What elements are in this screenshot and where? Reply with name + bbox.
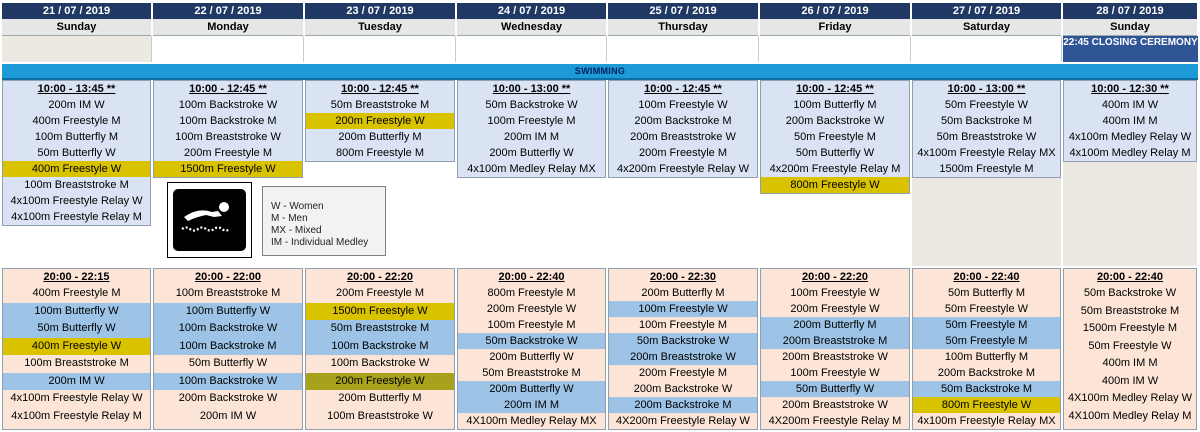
event-cell: 50m Butterfly W [795,147,875,159]
sport-title-bar: SWIMMING [2,64,1198,80]
event-cell: 4x100m Freestyle Relay MX [917,147,1056,159]
event-cell: 50m Freestyle W [944,99,1029,111]
event-cell: 1500m Freestyle W [306,303,454,321]
event-cell: 100m Breaststroke M [24,179,129,191]
event-cell: 100m Butterfly M [34,131,119,143]
event-cell: 200m Backstroke M [937,367,1036,379]
event-cell: 100m Butterfly M [793,99,877,111]
evening-session [608,268,758,430]
date-header: 27 / 07 / 2019 [912,3,1061,19]
event-cell: 800m Freestyle M [335,147,425,159]
date-header: 25 / 07 / 2019 [608,3,758,19]
event-cell: 800m Freestyle W [761,177,909,193]
session-time: 10:00 - 12:45 ** [796,83,874,95]
legend-line: MX - Mixed [271,225,322,236]
event-cell: 4x100m Medley Relay MX [467,163,596,175]
morning-session [457,80,606,178]
event-cell: 50m Butterfly M [947,287,1026,299]
event-cell: 200m Butterfly M [641,287,725,299]
session-time: 20:00 - 22:40 [498,271,565,283]
event-cell: 200m IM W [3,373,150,391]
event-cell: 50m Breaststroke M [306,320,454,338]
event-cell: 200m IM W [199,409,257,422]
morning-session [608,80,758,178]
event-cell: 200m Backstroke M [634,115,732,127]
event-cell: 100m Backstroke M [179,115,277,127]
event-cell: 50m Freestyle M [913,317,1060,333]
morning-session [2,80,151,226]
event-cell: 50m Backstroke W [458,333,605,349]
event-cell: 400m IM M [1102,357,1158,369]
event-cell: 400m Freestyle W [3,338,150,356]
event-cell: 200m Butterfly W [489,147,574,159]
empty-cell [305,36,456,62]
event-cell: 50m Butterfly W [761,381,909,397]
event-cell: 100m Butterfly W [3,303,150,321]
evening-session [912,268,1061,430]
event-cell: 100m Butterfly W [154,303,302,321]
day-header: Thursday [608,19,758,36]
evening-session [457,268,606,430]
event-cell: 200m Backstroke W [785,115,885,127]
session-time: 10:00 - 12:30 ** [1091,83,1169,95]
session-time: 20:00 - 22:15 [43,271,110,283]
event-cell: 200m Freestyle W [306,373,454,391]
empty-cell [608,36,759,62]
empty-cell [2,36,152,62]
day-header: Sunday [1063,19,1197,36]
session-time: 20:00 - 22:40 [953,271,1020,283]
event-cell: 400m IM M [1102,115,1158,127]
date-header: 28 / 07 / 2019 [1063,3,1197,19]
session-time: 10:00 - 12:45 ** [341,83,419,95]
event-cell: 400m IM W [1101,99,1159,111]
event-cell: 100m Freestyle W [790,287,880,299]
event-cell: 200m Butterfly M [338,392,422,404]
event-cell: 100m Freestyle W [790,367,880,379]
event-cell: 200m Backstroke W [178,392,278,404]
event-cell: 4X100m Medley Relay M [1068,409,1192,422]
event-cell: 4x100m Freestyle Relay W [10,392,143,404]
event-cell: 50m Freestyle W [944,303,1029,315]
event-cell: 200m Breaststroke W [630,131,736,143]
date-header: 26 / 07 / 2019 [760,3,910,19]
event-cell: 1500m Freestyle W [154,161,302,177]
legend-line: W - Women [271,201,324,212]
evening-session [305,268,455,430]
event-cell: 50m Breaststroke M [330,99,430,111]
event-cell: 100m Backstroke W [178,99,278,111]
empty-cell [760,36,911,62]
event-cell: 100m Backstroke W [154,320,302,338]
event-cell: 100m Butterfly M [944,351,1029,363]
event-cell: 50m Breaststroke W [936,131,1037,143]
event-cell: 4x100m Medley Relay W [1068,131,1192,143]
session-time: 20:00 - 22:30 [649,271,717,283]
session-time: 10:00 - 13:00 ** [492,83,571,95]
day-header: Wednesday [457,19,606,36]
morning-session [1063,80,1197,162]
event-cell: 50m Backstroke W [1083,287,1177,299]
day-header: Saturday [912,19,1061,36]
evening-session [153,268,303,430]
event-cell: 200m Butterfly M [761,317,909,333]
event-cell: 100m Freestyle W [609,301,757,317]
event-cell: 50m Freestyle M [913,333,1060,349]
session-time: 10:00 - 12:45 ** [644,83,722,95]
event-cell: 200m Backstroke W [633,383,733,395]
session-time: 10:00 - 13:00 ** [947,83,1026,95]
session-time: 20:00 - 22:00 [194,271,262,283]
event-cell: 4x100m Freestyle Relay W [10,195,143,207]
event-cell: 200m Breaststroke M [761,333,909,349]
event-cell: 100m Backstroke M [154,338,302,356]
event-cell: 100m Breaststroke W [175,131,281,143]
event-cell: 50m Freestyle M [794,131,876,143]
event-cell: 200m Freestyle M [638,367,728,379]
event-cell: 50m Breaststroke M [482,367,581,379]
event-cell: 200m Breaststroke W [782,351,888,363]
event-cell: 1500m Freestyle M [939,163,1034,175]
day-header: Friday [760,19,910,36]
swimmer-icon [167,182,252,258]
event-cell: 400m IM W [1101,374,1159,387]
event-cell: 4X100m Medley Relay W [1067,392,1193,404]
event-cell: 200m Freestyle M [183,147,273,159]
empty-filler [1063,162,1197,266]
event-cell: 400m Freestyle M [32,287,121,299]
event-cell: 200m Butterfly M [338,131,422,143]
event-cell: 50m Breaststroke M [1080,304,1180,317]
event-cell: 100m Backstroke W [330,357,430,369]
day-header: Monday [153,19,303,36]
event-cell: 200m Backstroke M [609,397,757,413]
event-cell: 50m Butterfly W [188,357,268,369]
event-cell: 4X200m Freestyle Relay M [768,415,902,427]
event-cell: 100m Freestyle M [487,115,576,127]
event-cell: 200m Freestyle M [335,287,425,299]
empty-cell [153,36,304,62]
event-cell: 200m Butterfly W [489,351,574,363]
empty-cell [912,36,1062,62]
event-cell: 200m IM M [458,397,605,413]
day-header: Tuesday [305,19,455,36]
day-header: Sunday [2,19,151,36]
legend [262,186,386,256]
event-cell: 100m Freestyle M [638,319,728,331]
legend-line: M - Men [271,213,308,224]
morning-session [153,80,303,178]
session-time: 20:00 - 22:20 [801,271,869,283]
closing-ceremony-cell: 22:45 CLOSING CEREMONY [1063,36,1198,62]
session-time: 10:00 - 13:45 ** [37,83,116,95]
event-cell: 50m Backstroke W [485,99,578,111]
event-cell: 50m Backstroke M [913,381,1060,397]
morning-session [760,80,910,194]
event-cell: 200m Freestyle M [638,147,728,159]
event-cell: 100m Breaststroke W [327,409,433,422]
event-cell: 4X100m Medley Relay MX [466,415,597,427]
event-cell: 200m Butterfly W [458,381,605,397]
event-cell: 50m Butterfly W [3,320,150,338]
morning-session [305,80,455,162]
date-header: 24 / 07 / 2019 [457,3,606,19]
event-cell: 100m Backstroke W [154,373,302,391]
session-time: 20:00 - 22:40 [1096,271,1164,283]
event-cell: 800m Freestyle M [487,287,576,299]
empty-cell [457,36,607,62]
event-cell: 100m Freestyle M [487,319,576,331]
empty-filler [912,178,1061,266]
event-cell: 4x200m Freestyle Relay M [769,163,901,175]
date-header: 21 / 07 / 2019 [2,3,151,19]
event-cell: 50m Butterfly W [37,147,116,159]
event-cell: 4x100m Freestyle Relay M [11,211,142,223]
event-cell: 100m Breaststroke M [175,287,281,299]
evening-session [2,268,151,430]
event-cell: 50m Backstroke M [940,115,1033,127]
evening-session [760,268,910,430]
event-cell: 200m Breaststroke W [609,349,757,365]
date-header: 23 / 07 / 2019 [305,3,455,19]
legend-line: IM - Individual Medley [271,237,369,248]
event-cell: 4x100m Freestyle Relay M [11,409,142,422]
event-cell: 200m Freestyle W [486,303,577,315]
morning-session [912,80,1061,178]
event-cell: 4x200m Freestyle Relay W [616,163,750,175]
event-cell: 100m Breaststroke M [24,357,129,369]
evening-session [1063,268,1197,430]
event-cell: 4x100m Medley Relay M [1069,147,1191,159]
event-cell: 200m IM M [503,131,559,143]
event-cell: 4X200m Freestyle Relay W [616,415,750,427]
event-cell: 800m Freestyle W [913,397,1060,413]
event-cell: 200m Breaststroke W [782,399,888,411]
event-cell: 200m Freestyle W [306,113,454,129]
event-cell: 200m Freestyle W [790,303,880,315]
date-header: 22 / 07 / 2019 [153,3,303,19]
event-cell: 50m Backstroke W [609,333,757,349]
event-cell: 400m Freestyle W [3,161,150,177]
event-cell: 200m IM W [48,99,105,111]
event-cell: 4x100m Freestyle Relay MX [917,415,1056,427]
session-time: 20:00 - 22:20 [346,271,414,283]
session-time: 10:00 - 12:45 ** [189,83,267,95]
event-cell: 50m Freestyle W [1088,339,1172,352]
event-cell: 1500m Freestyle M [1082,322,1178,334]
event-cell: 400m Freestyle M [32,115,121,127]
event-cell: 100m Backstroke M [306,338,454,356]
event-cell: 100m Freestyle W [638,99,728,111]
